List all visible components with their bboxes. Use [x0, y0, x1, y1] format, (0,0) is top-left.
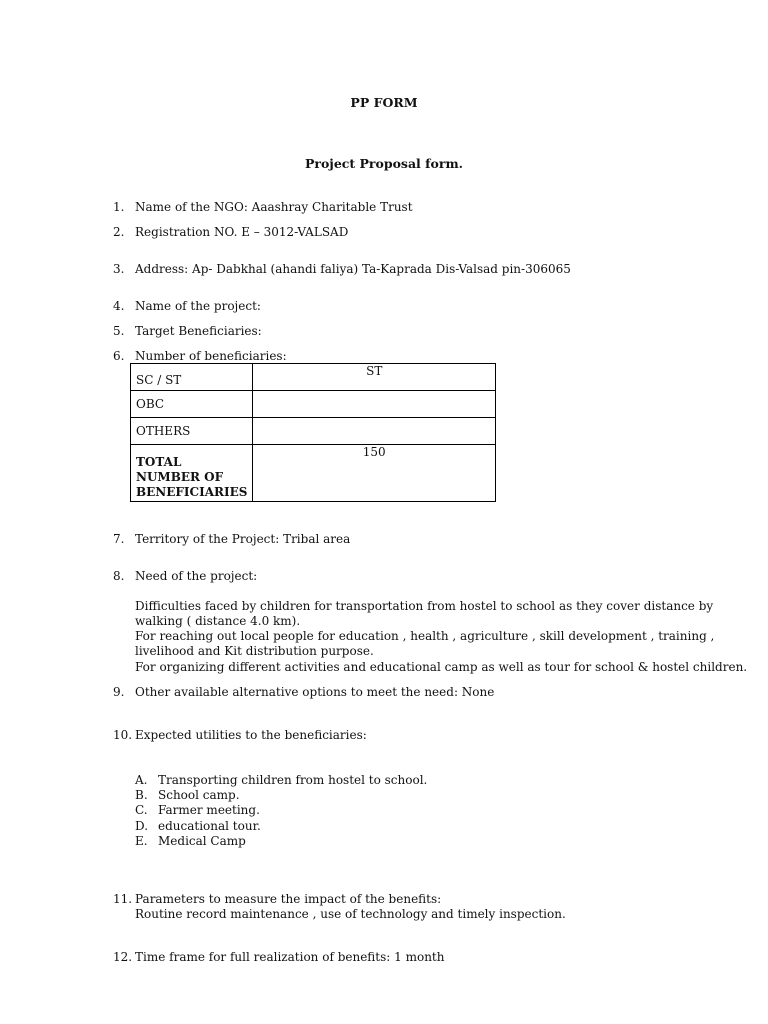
item-8-need-line: For reaching out local people for education , health , agriculture , skill development , training ,: [135, 629, 715, 643]
item-9-number: 9.: [113, 685, 125, 699]
table-cell-others-value: [253, 418, 496, 445]
item-1-ngo-name: Name of the NGO: Aaashray Charitable Trust: [135, 200, 413, 214]
table-cell-total-label: [131, 445, 253, 502]
utility-item: educational tour.: [158, 819, 261, 833]
item-1-number: 1.: [113, 200, 125, 214]
table-row: [131, 418, 496, 445]
table-cell-obc-value: [253, 391, 496, 418]
item-6-number-of-beneficiaries: Number of beneficiaries:: [135, 349, 287, 363]
item-4-project-name: Name of the project:: [135, 299, 261, 313]
item-5-number: 5.: [113, 324, 125, 338]
beneficiaries-table: [130, 363, 496, 502]
utility-letter: E.: [135, 834, 148, 848]
table-cell-obc-label: OBC: [131, 391, 253, 418]
item-8-number: 8.: [113, 569, 125, 583]
utility-letter: D.: [135, 819, 149, 833]
utility-item: Farmer meeting.: [158, 803, 260, 817]
item-7-territory: Territory of the Project: Tribal area: [135, 532, 351, 546]
item-11-parameters: Parameters to measure the impact of the benefits:: [135, 892, 442, 906]
form-subtitle: Project Proposal form.: [304, 156, 464, 171]
total-label-line: TOTAL: [136, 454, 182, 469]
item-2-number: 2.: [113, 225, 125, 239]
item-2-registration: Registration NO. E – 3012-VALSAD: [135, 225, 349, 239]
table-cell-sc-st-value: ST: [253, 364, 496, 391]
total-label-line: NUMBER OF: [136, 469, 224, 484]
item-7-number: 7.: [113, 532, 125, 546]
item-6-number: 6.: [113, 349, 125, 363]
item-4-number: 4.: [113, 299, 125, 313]
item-8-need-line: For organizing different activities and educational camp as well as tour for school & hostel children.: [135, 660, 748, 674]
item-9-alternatives: Other available alternative options to meet the need: None: [135, 685, 495, 699]
item-8-need-line: walking ( distance 4.0 km).: [135, 614, 301, 628]
item-3-number: 3.: [113, 262, 125, 276]
pp-form-title: PP FORM: [350, 95, 418, 110]
item-8-need-line: Difficulties faced by children for transportation from hostel to school as they cover distance by: [135, 599, 714, 613]
item-8-need-line: livelihood and Kit distribution purpose.: [135, 644, 374, 658]
table-row: [131, 364, 496, 391]
utility-item: School camp.: [158, 788, 240, 802]
utility-letter: B.: [135, 788, 148, 802]
utility-letter: C.: [135, 803, 148, 817]
item-11-number: 11.: [113, 892, 133, 906]
item-3-address: Address: Ap- Dabkhal (ahandi faliya) Ta-Kaprada Dis-Valsad pin-306065: [135, 262, 571, 276]
item-12-number: 12.: [113, 950, 133, 964]
item-5-target-beneficiaries: Target Beneficiaries:: [135, 324, 262, 338]
table-cell-sc-st-label: SC / ST: [131, 364, 253, 391]
table-cell-total-value: 150: [253, 445, 496, 502]
utility-letter: A.: [135, 773, 148, 787]
table-row: [131, 445, 496, 502]
item-12-time-frame: Time frame for full realization of benefits: 1 month: [135, 950, 445, 964]
table-cell-others-label: OTHERS: [131, 418, 253, 445]
total-label-line: BENEFICIARIES: [136, 484, 248, 499]
item-10-expected-utilities: Expected utilities to the beneficiaries:: [135, 728, 367, 742]
item-8-need-heading: Need of the project:: [135, 569, 258, 583]
item-11-parameters-detail: Routine record maintenance , use of technology and timely inspection.: [135, 907, 566, 921]
table-row: [131, 391, 496, 418]
utility-item: Medical Camp: [158, 834, 246, 848]
item-10-number: 10.: [113, 728, 133, 742]
utility-item: Transporting children from hostel to school.: [158, 773, 428, 787]
